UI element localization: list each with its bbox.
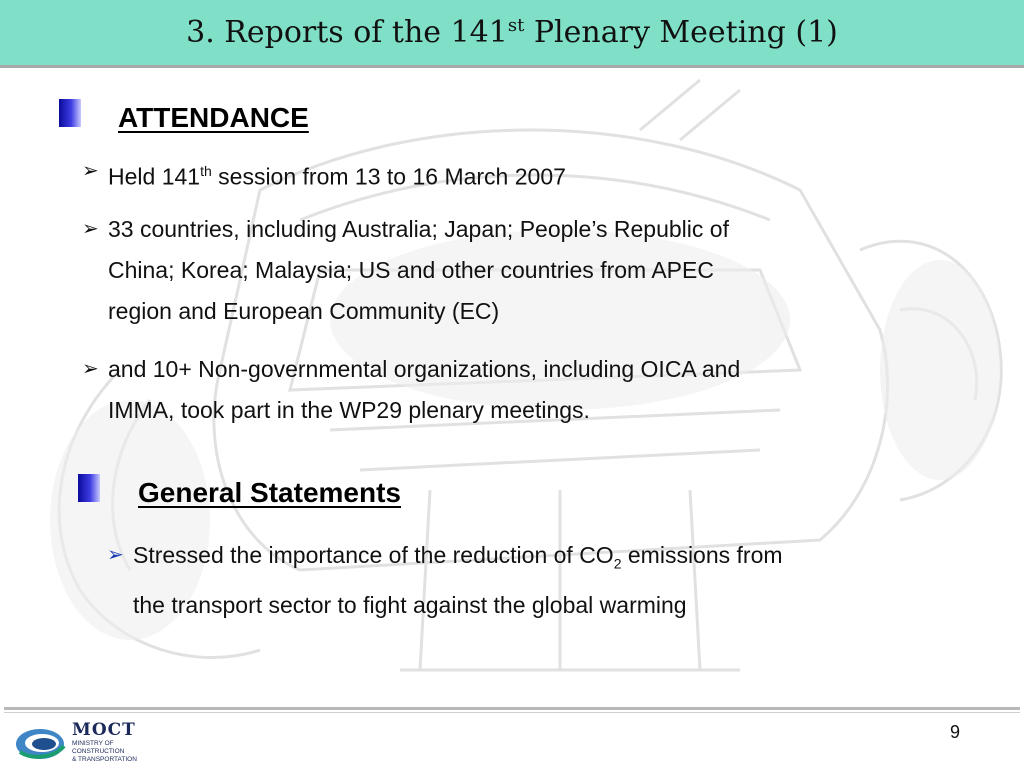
gradient-square-icon bbox=[78, 474, 100, 502]
footer-divider bbox=[4, 707, 1020, 710]
arrowhead-bullet-icon: ➢ bbox=[107, 544, 124, 566]
logo-line: MINISTRY OF bbox=[72, 740, 114, 747]
logo-line: CONSTRUCTION bbox=[72, 748, 125, 755]
arrowhead-bullet-icon: ➢ bbox=[82, 218, 99, 240]
bullet-countries: ➢ 33 countries, including Australia; Japan; People’s Republic of China; Korea; Malaysia; US and other countries from APEC region and European Community (EC) bbox=[108, 209, 729, 332]
bullet-co2: ➢ Stressed the importance of the reduction of $CO_2$ emissions from the transport sector to fight against the global warming bbox=[133, 535, 783, 626]
arrowhead-bullet-icon: ➢ bbox=[82, 358, 99, 380]
moct-swirl-logo bbox=[14, 724, 66, 764]
section-heading-attendance: ATTENDANCE bbox=[118, 102, 309, 133]
arrowhead-bullet-icon: ➢ bbox=[82, 160, 99, 182]
slide-title: 3. Reports of the 141st Plenary Meeting (1) bbox=[186, 15, 838, 50]
gradient-square-icon bbox=[59, 99, 81, 127]
logo-line: & TRANSPORTATION bbox=[72, 756, 137, 763]
page-number: 9 bbox=[950, 722, 961, 742]
section-heading-general-statements: General Statements bbox=[138, 477, 401, 508]
bullet-session: ➢ Held 141th session from 13 to 16 March 2007 bbox=[108, 151, 566, 198]
footer-divider-thin bbox=[4, 712, 1020, 713]
moct-logo bbox=[14, 722, 164, 764]
logo-title: MOCT bbox=[72, 720, 136, 740]
title-bar bbox=[0, 0, 1024, 68]
bullet-ngos: ➢ and 10+ Non-governmental organizations, including OICA and IMMA, took part in the WP29 plenary meetings. bbox=[108, 349, 740, 431]
